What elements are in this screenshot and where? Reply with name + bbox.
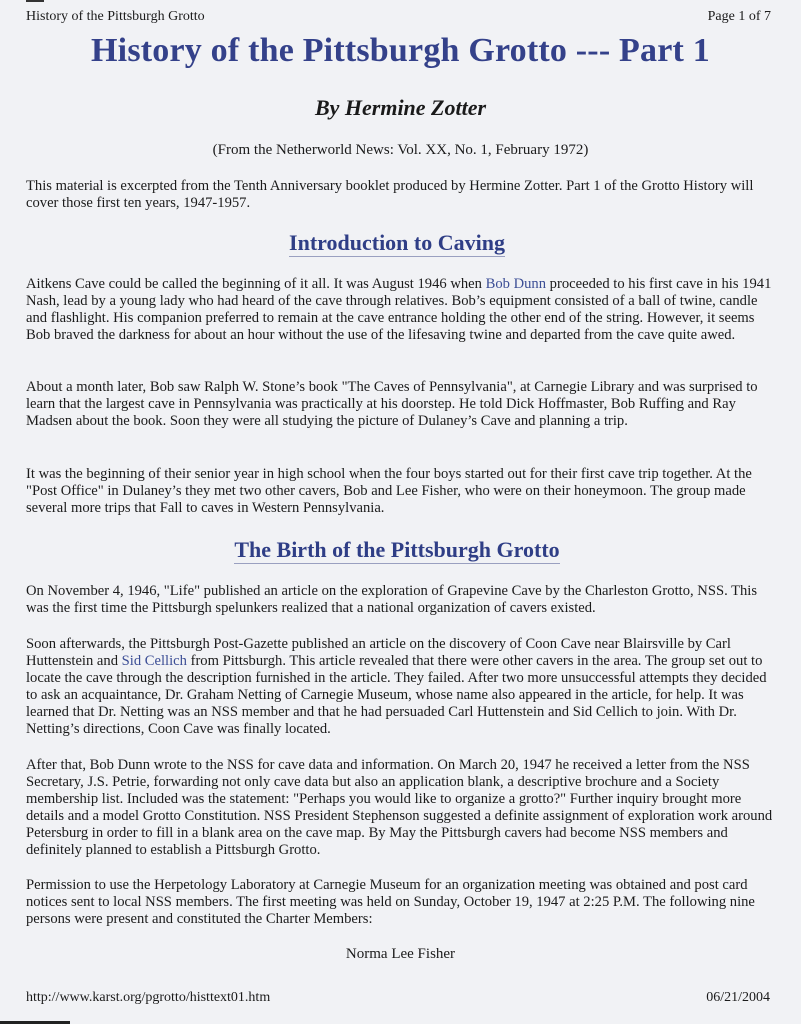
print-header-title: History of the Pittsburgh Grotto	[26, 9, 205, 24]
text-run: proceeded to his first cave in his 1941 Nash, lead by a young lady who had heard of the cave through relatives. Bob’s equipment consisted of a ball of twine, candle and flashlight. His companion preferred to remain at the cave entrance holding the other end of the string. However, it seems Bob braved the darkness for about an hour without the use of the lifesaving twine and departed from the cave quite awed.	[26, 276, 772, 343]
footer-url: http://www.karst.org/pgrotto/histtext01.htm	[26, 990, 271, 1005]
paragraph-caves-of-pennsylvania: About a month later, Bob saw Ralph W. Stone’s book "The Caves of Pennsylvania", at Carnegie Library and was surprised to learn that the largest cave in Pennsylvania was practically at his doorstep. He told Dick Hoffmaster, Bob Ruffing and Ray Madsen about the book. Soon they were all studying the picture of Dulaney’s Cave and planning a trip.	[26, 379, 758, 429]
page-title: History of the Pittsburgh Grotto --- Part 1	[91, 32, 710, 69]
section-heading-text: The Birth of the Pittsburgh Grotto	[234, 537, 560, 562]
charter-member-name: Norma Lee Fisher	[345, 946, 456, 962]
footer-date: 06/21/2004	[706, 990, 770, 1005]
link-bob-dunn[interactable]: Bob Dunn	[485, 276, 547, 292]
print-header-page-number: Page 1 of 7	[707, 9, 771, 24]
paragraph-first-meeting: Permission to use the Herpetology Laboratory at Carnegie Museum for an organization meeting was obtained and post card notices sent to local NSS members. The first meeting was held on Sunday, October 19, 1947 at 2:25 P.M. The following nine persons were present and constituted the Charter Members:	[26, 877, 755, 927]
section-heading-text: Introduction to Caving	[289, 230, 505, 255]
text-run: from Pittsburgh. This article revealed that there were other cavers in the area. The group set out to locate the cave through the description furnished in the article. They failed. After two more unsuccessful attempts they decided to ask an acquaintance, Dr. Graham Netting of Carnegie Museum, whose name also appeared in the article, for help. It was learned that Dr. Netting was an NSS member and that he had persuaded Carl Huttenstein and Sid Cellich to join. With Dr. Netting’s directions, Coon Cave was finally located.	[26, 653, 767, 737]
paragraph-life-article: On November 4, 1946, "Life" published an article on the exploration of Grapevine Cave by the Charleston Grotto, NSS. This was the first time the Pittsburgh spelunkers realized that a national organization of cavers existed.	[26, 583, 758, 616]
page-edge-mark	[26, 0, 44, 2]
text-run: Aitkens Cave could be called the beginning of it all. It was August 1946 when	[26, 276, 486, 292]
source-citation: (From the Netherworld News: Vol. XX, No. 1, February 1972)	[212, 142, 589, 158]
link-sid-cellich[interactable]: Sid Cellich	[121, 653, 187, 669]
paragraph-aitkens-cave	[26, 276, 774, 344]
paragraph-first-cave-trip: It was the beginning of their senior year in high school when the four boys started out for their first cave trip together. At the "Post Office" in Dulaney’s they met two other cavers, Bob and Lee Fisher, who were on their honeymoon. The group made several more trips that Fall to caves in Western Pennsylvania.	[26, 466, 752, 516]
intro-paragraph: This material is excerpted from the Tenth Anniversary booklet produced by Hermine Zotter. Part 1 of the Grotto History will cover those first ten years, 1947-1957.	[26, 178, 754, 211]
section-heading-birth-of-grotto	[0, 537, 794, 563]
section-heading-introduction	[0, 230, 794, 256]
paragraph-nss-letter: After that, Bob Dunn wrote to the NSS for cave data and information. On March 20, 1947 he received a letter from the NSS Secretary, J.S. Petrie, forwarding not only cave data but also an application blank, a descriptive brochure and a Society membership list. Included was the statement: "Perhaps you would like to organize a grotto?" Further inquiry brought more details and a model Grotto Constitution. NSS President Stephenson suggested a definite assignment of exploration work around Petersburg in order to fill in a blank area on the cave map. By May the Pittsburgh cavers had become NSS members and definitely planned to establish a Pittsburgh Grotto.	[26, 757, 773, 858]
paragraph-coon-cave	[26, 636, 774, 738]
author-byline: By Hermine Zotter	[314, 95, 487, 120]
text-run: Soon afterwards, the Pittsburgh Post-Gazette published an article on the discovery of Coon Cave near Blairsville by Carl Huttenstein and	[26, 636, 731, 669]
